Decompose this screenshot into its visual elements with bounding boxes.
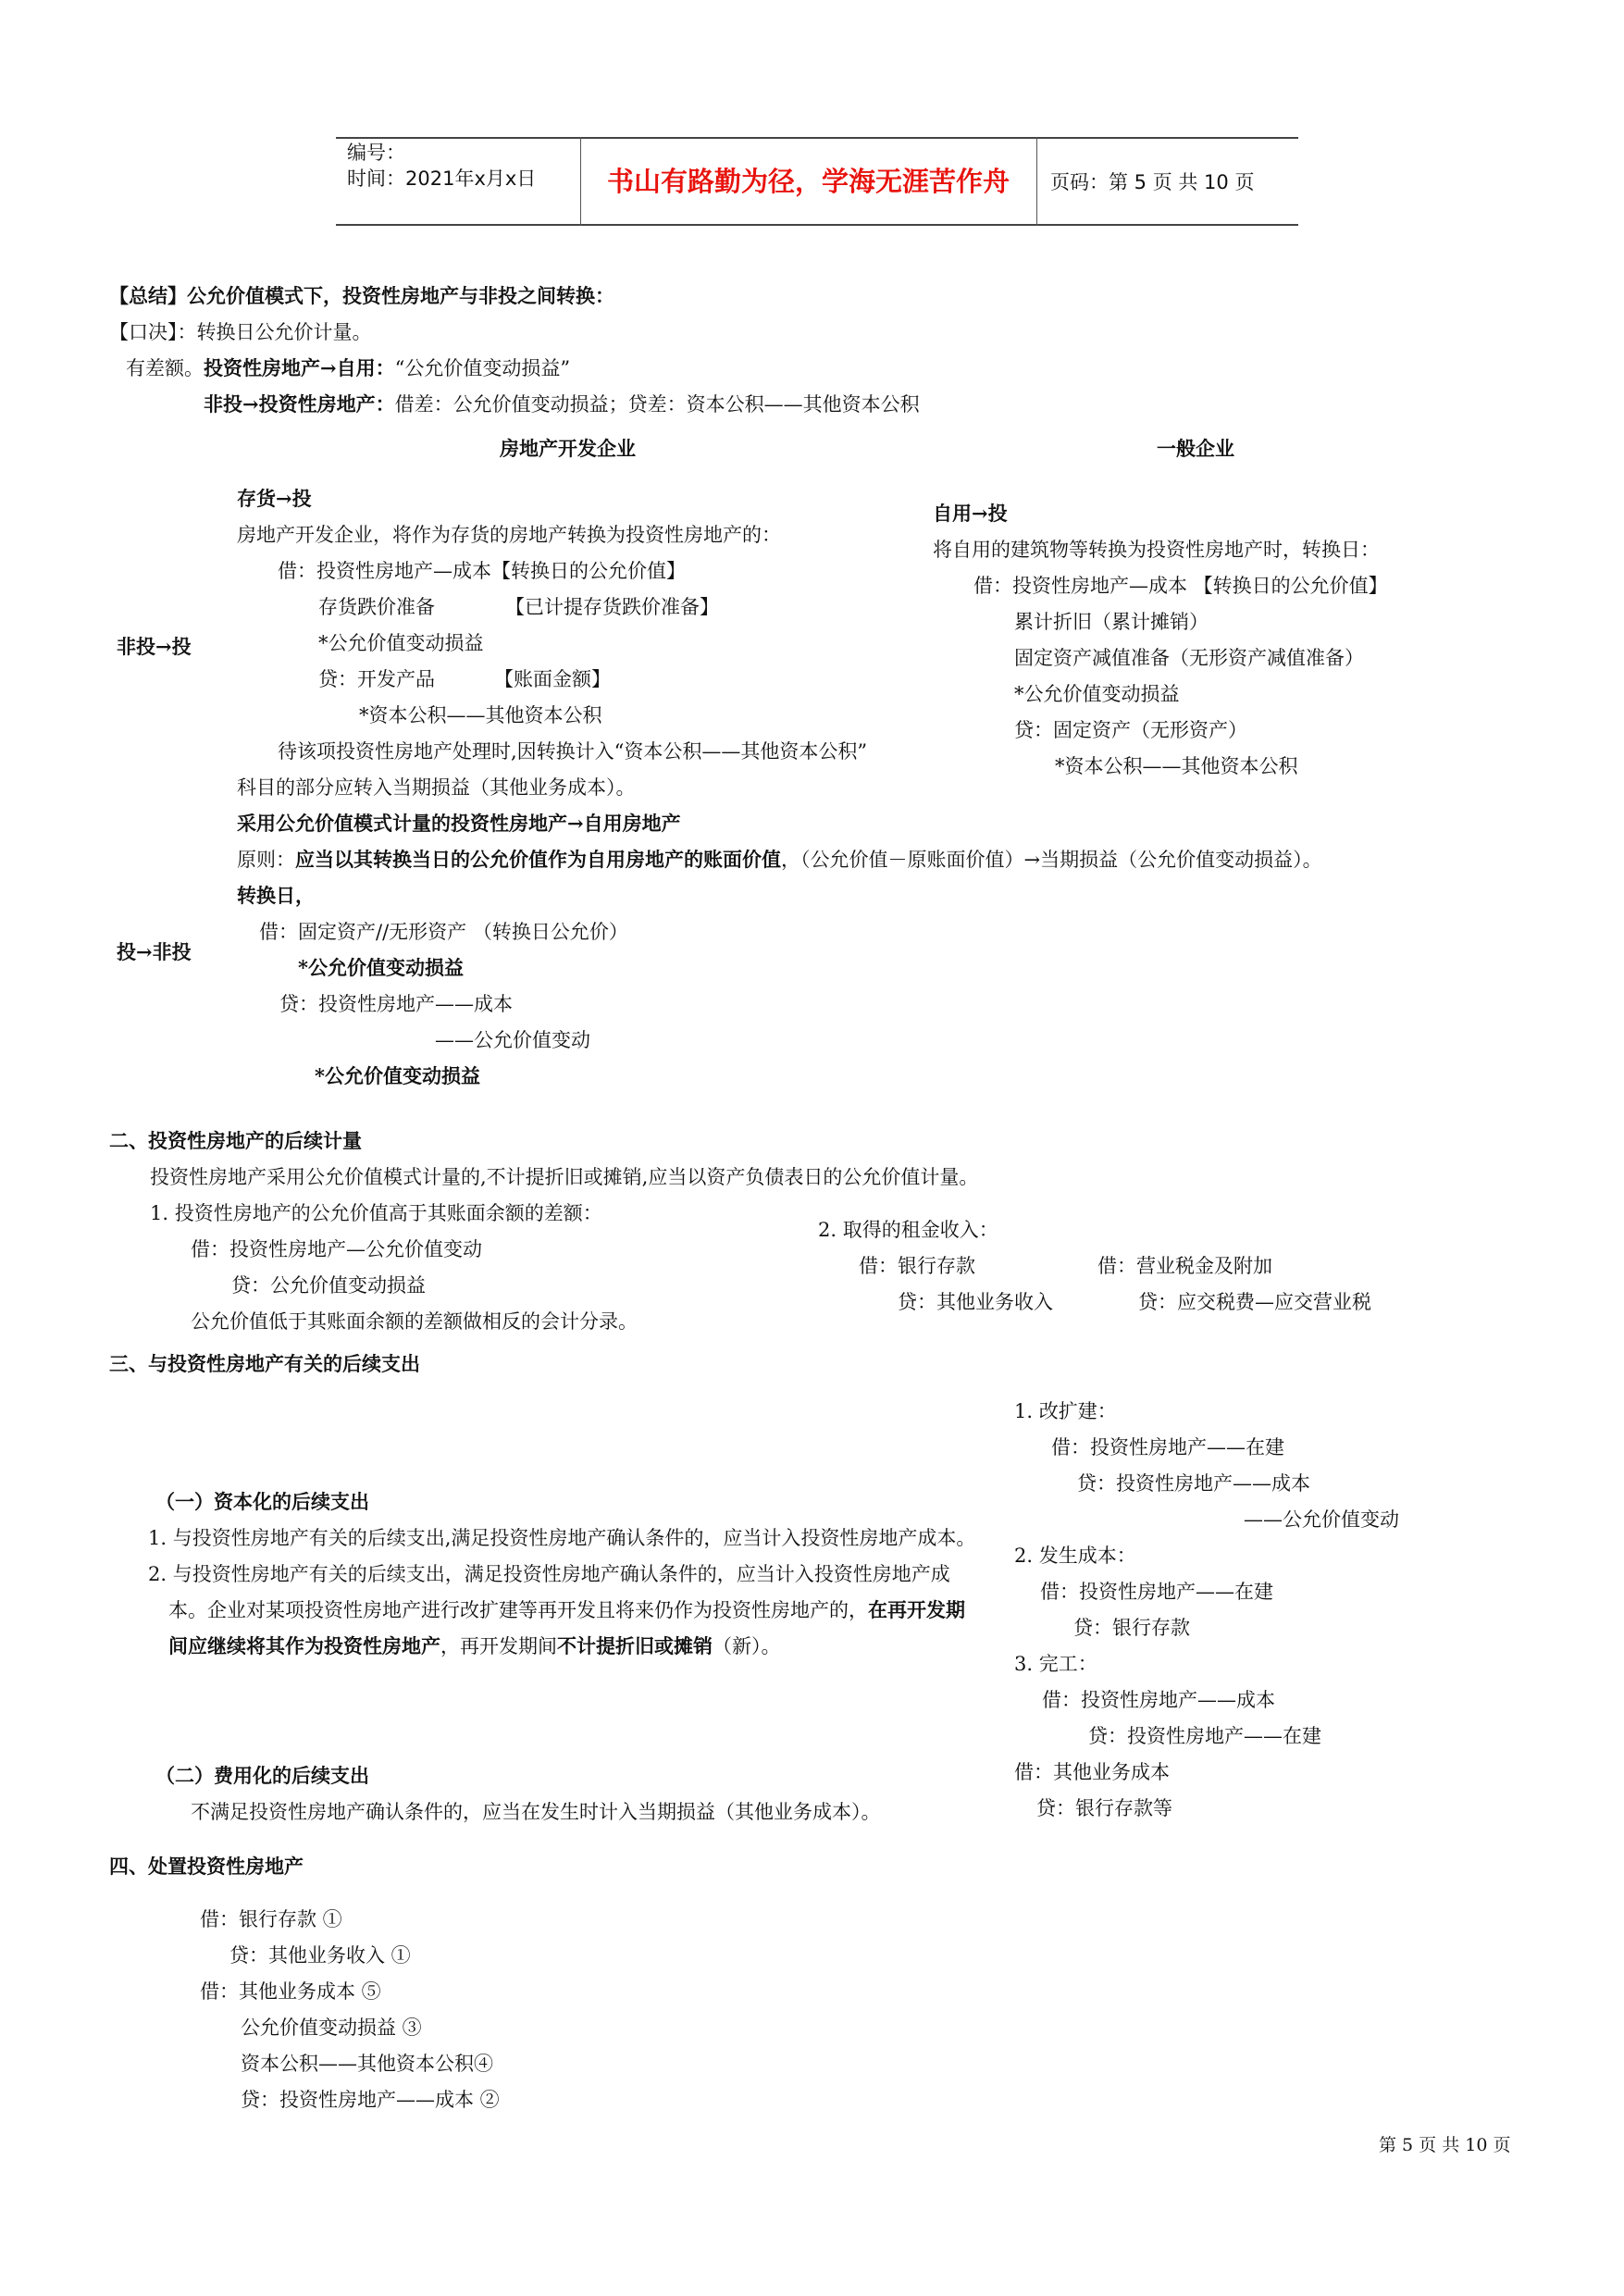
column-heading-developer: 房地产开发企业	[500, 437, 636, 460]
summary-inv-to-self-note: “公允价值变动损益”	[394, 357, 571, 379]
inv-to-self-entry: *公允价值变动损益	[298, 956, 464, 979]
sec3-right-line: 借：其他业务成本	[1014, 1761, 1170, 1783]
capitalized-p2-line	[168, 1598, 965, 1622]
gen-entry-line: *资本公积——其他资本公积	[1055, 755, 1298, 777]
disposal-entry: 公允价值变动损益 ③	[241, 2017, 422, 2039]
header-top-rule	[336, 137, 1298, 139]
footer-page-label: 第 5 页 共 10 页	[1379, 2135, 1511, 2155]
side-label-inv-to-non: 投→非投	[117, 940, 192, 963]
header-number-label: 编号：	[347, 142, 405, 164]
dev-text-line: 房地产开发企业，将作为存货的房地产转换为投资性房地产的：	[237, 524, 781, 546]
principle-prefix: 原则：	[237, 849, 295, 871]
summary-diff-prefix: 有差额。	[126, 357, 204, 379]
gen-entry-line: *公允价值变动损益	[1014, 683, 1180, 705]
section2-item1-note: 公允价值低于其账面余额的差额做相反的会计分录。	[191, 1310, 638, 1333]
gen-text-line: 将自用的建筑物等转换为投资性房地产时，转换日：	[933, 539, 1380, 561]
sec3-right-line: 1. 改扩建：	[1014, 1400, 1117, 1422]
p2-bold: 不计提折旧或摊销	[557, 1634, 713, 1657]
capitalized-p2-line	[168, 1634, 781, 1658]
principle-bold: 应当以其转换当日的公允价值作为自用房地产的账面价值	[295, 848, 781, 871]
p2-text: 本。企业对某项投资性房地产进行改扩建等再开发且将来仍作为投资性房地产的，	[168, 1599, 868, 1621]
gen-entry-line: 累计折旧（累计摊销）	[1014, 611, 1209, 633]
dev-entry-note: 【账面金额】	[494, 668, 611, 690]
gen-entry-line: 固定资产减值准备（无形资产减值准备）	[1014, 647, 1364, 669]
inventory-to-inv-title: 存货→投	[237, 487, 312, 510]
dev-entry-line: *公允价值变动损益	[318, 632, 484, 654]
sec3-right-line: ——公允价值变动	[1244, 1508, 1399, 1531]
section2-item1: 1. 投资性房地产的公允价值高于其账面余额的差额：	[150, 1202, 602, 1224]
disposal-entry: 贷：投资性房地产——成本 ②	[241, 2089, 500, 2111]
inv-to-self-title: 采用公允价值模式计量的投资性房地产→自用房地产	[237, 812, 681, 835]
sec3-right-line: 3. 完工：	[1014, 1653, 1097, 1675]
section2-item2-credit: 贷：应交税费—应交营业税	[1138, 1291, 1371, 1313]
inv-to-self-principle	[237, 848, 1322, 872]
sec3-right-line: 贷：银行存款	[1073, 1617, 1190, 1639]
dev-entry-line: 借：投资性房地产—成本【转换日的公允价值】	[278, 560, 686, 582]
p2-text: （新）。	[713, 1635, 781, 1657]
summary-mnemonic: 【口决】：转换日公允价计量。	[109, 321, 372, 343]
gen-entry-line: 贷：固定资产（无形资产）	[1014, 719, 1247, 741]
column-heading-general: 一般企业	[1157, 437, 1234, 460]
inv-to-self-entry: *公允价值变动损益	[315, 1064, 480, 1087]
disposal-entry: 借：其他业务成本 ⑤	[200, 1980, 381, 2003]
section2-item1-debit: 借：投资性房地产—公允价值变动	[191, 1238, 482, 1260]
sec3-right-line: 借：投资性房地产——在建	[1040, 1581, 1273, 1603]
header-page-label: 页码：第 5 页 共 10 页	[1050, 171, 1255, 193]
disposal-entry: 资本公积——其他资本公积④	[241, 2053, 493, 2075]
sec3-right-line: 借：投资性房地产——在建	[1051, 1436, 1284, 1458]
header-bottom-rule	[336, 224, 1298, 226]
header-divider	[1036, 137, 1037, 226]
p2-bold: 在再开发期	[868, 1598, 965, 1621]
sec3-right-line: 贷：投资性房地产——成本	[1077, 1472, 1310, 1495]
inv-to-self-entry: ——公允价值变动	[435, 1029, 590, 1051]
summary-non-to-inv-note: 借差：公允价值变动损益；贷差：资本公积——其他资本公积	[394, 393, 920, 416]
summary-non-to-inv-line	[204, 392, 920, 416]
side-label-non-to-inv: 非投→投	[117, 635, 192, 658]
section2-item2-debit: 借：营业税金及附加	[1097, 1255, 1272, 1277]
sec3-right-line: 贷：投资性房地产——在建	[1088, 1725, 1321, 1747]
p2-text: ，再开发期间	[440, 1635, 557, 1657]
p2-bold: 间应继续将其作为投资性房地产	[168, 1634, 440, 1657]
section2-item2-debit: 借：银行存款	[859, 1255, 975, 1277]
summary-non-to-inv: 非投→投资性房地产：	[204, 392, 395, 416]
section4-title: 四、处置投资性房地产	[109, 1855, 304, 1878]
expensed-paragraph: 不满足投资性房地产确认条件的，应当在发生时计入当期损益（其他业务成本）。	[191, 1801, 881, 1823]
capitalized-title: （一）资本化的后续支出	[155, 1490, 369, 1513]
self-use-to-inv-title: 自用→投	[933, 502, 1008, 525]
principle-rest: ，（公允价值－原账面价值）→当期损益（公允价值变动损益）。	[781, 849, 1322, 871]
dev-entry-line: 存货跌价准备	[318, 596, 435, 618]
dev-text-line: 待该项投资性房地产处理时,因转换计入“资本公积——其他资本公积”	[278, 740, 868, 763]
summary-inv-to-self: 投资性房地产→自用：	[204, 356, 395, 379]
disposal-entry: 借：银行存款 ①	[200, 1908, 342, 1930]
inv-to-self-entry: 贷：投资性房地产——成本	[279, 993, 513, 1015]
inv-to-self-entry: 借：固定资产//无形资产 （转换日公允价）	[259, 921, 628, 943]
section2-item1-credit: 贷：公允价值变动损益	[231, 1274, 426, 1297]
gen-entry-line: 借：投资性房地产—成本 【转换日的公允价值】	[973, 575, 1388, 597]
section3-title: 三、与投资性房地产有关的后续支出	[109, 1352, 420, 1375]
header-time-label: 时间：2021年x月x日	[347, 168, 537, 190]
section2-intro: 投资性房地产采用公允价值模式计量的,不计提折旧或摊销,应当以资产负债表日的公允价值计量。	[150, 1166, 979, 1188]
conversion-date-label: 转换日，	[237, 884, 315, 907]
section2-item2-credit: 贷：其他业务收入	[898, 1291, 1053, 1313]
capitalized-p2-line: 2. 与投资性房地产有关的后续支出，满足投资性房地产确认条件的，应当计入投资性房地产成	[148, 1563, 950, 1585]
sec3-right-line: 借：投资性房地产——成本	[1042, 1689, 1275, 1711]
dev-text-line: 科目的部分应转入当期损益（其他业务成本）。	[237, 776, 636, 799]
capitalized-p1: 1. 与投资性房地产有关的后续支出,满足投资性房地产确认条件的，应当计入投资性房地产成本。	[148, 1527, 976, 1549]
sec3-right-line: 2. 发生成本：	[1014, 1545, 1136, 1567]
header-motto: 书山有路勤为径，学海无涯苦作舟	[606, 166, 1010, 197]
dev-entry-line: *资本公积——其他资本公积	[359, 704, 602, 726]
disposal-entry: 贷：其他业务收入 ①	[229, 1944, 411, 1967]
expensed-title: （二）费用化的后续支出	[155, 1764, 369, 1787]
dev-entry-note: 【已计提存货跌价准备】	[505, 596, 719, 618]
dev-entry-line: 贷：开发产品	[318, 668, 435, 690]
summary-title: 【总结】公允价值模式下，投资性房地产与非投之间转换：	[109, 284, 614, 307]
sec3-right-line: 贷：银行存款等	[1036, 1797, 1172, 1819]
section2-item2: 2. 取得的租金收入：	[818, 1219, 998, 1241]
section2-title: 二、投资性房地产的后续计量	[109, 1129, 362, 1152]
summary-diff-line	[126, 356, 570, 380]
page-header	[336, 137, 1298, 226]
